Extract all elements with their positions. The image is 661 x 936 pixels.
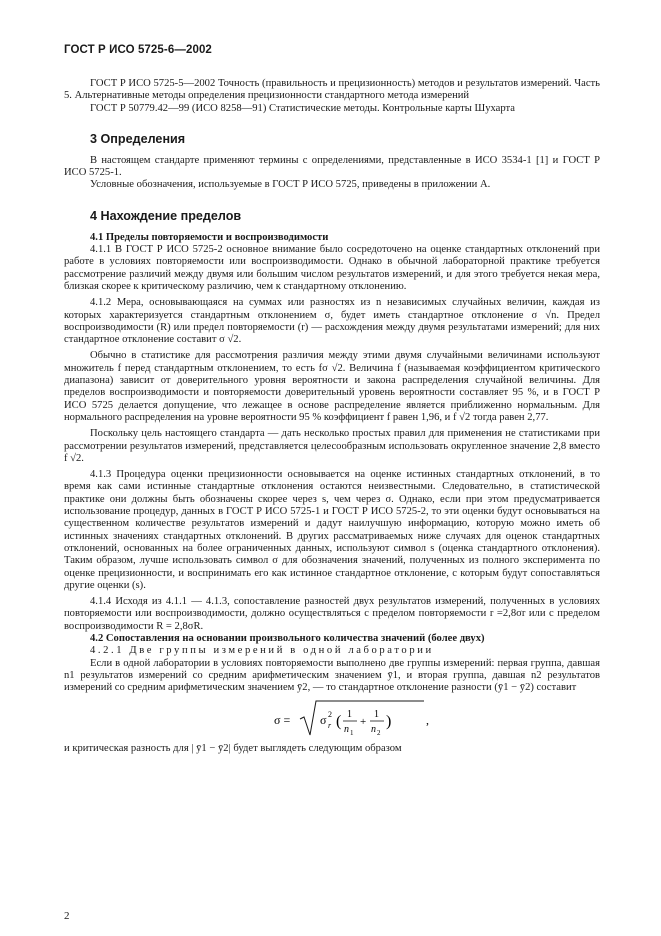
- svg-text:+: +: [360, 716, 367, 729]
- svg-text:,: ,: [426, 713, 429, 728]
- svg-text:1: 1: [374, 709, 379, 721]
- svg-text:(: (: [336, 713, 342, 731]
- document-header: ГОСТ Р ИСО 5725-6—2002: [64, 44, 212, 56]
- section-3-heading: 3 Определения: [90, 131, 186, 146]
- subsection-4-2-heading: 4.2 Сопоставления на основании произвольного количества значений (более двух): [90, 632, 485, 644]
- svg-text:r: r: [328, 721, 332, 731]
- svg-text:n: n: [371, 724, 376, 736]
- svg-text:): ): [386, 713, 392, 731]
- formula-graphic: [274, 697, 444, 741]
- paragraph-4-2-1: Если в одной лаборатории в условиях повторяемости выполнено две группы измерений: первая группа, давшая n1 результатов измерений со средним арифметическим значением ȳ1, и вторая группа, давшая n2 результатов измерений со средним арифметическим значением ȳ2, — то стандартное отклонение разности (ȳ1 − ȳ2) составит: [64, 657, 600, 694]
- svg-text:σ =: σ =: [274, 713, 291, 728]
- svg-text:σ: σ: [320, 713, 327, 728]
- svg-text:2: 2: [377, 729, 381, 738]
- reference-item: ГОСТ Р ИСО 5725-5—2002 Точность (правильность и прецизионность) методов и результатов измерений. Часть 5. Альтернативные методы определения прецизионности стандартного метода измерений: [64, 78, 600, 102]
- section-4-heading: 4 Нахождение пределов: [90, 208, 242, 223]
- subsection-4-2-1-heading: 4.2.1 Две группы измерений в одной лаборатории: [90, 645, 434, 657]
- paragraph: Поскольку цель настоящего стандарта — дать несколько простых правил для применения не статистиками при рассмотрении результатов измерений, представляется целесообразным использовать округленное значение 2,8 вместо f √2.: [64, 428, 600, 464]
- document-body: [64, 78, 600, 756]
- svg-text:1: 1: [350, 729, 354, 738]
- paragraph: Обычно в статистике для рассмотрения различия между этими двумя случайными величинами используют множитель f перед стандартным отклонением, то есть fσ √2. Величина f (называемая коэффициентом критического диапазона) зависит от доверительного уровня вероятности и закона распределения случайной величины. Для пределов воспроизводимости и повторяемости доверительный уровень вероятности составляет 95 %, и в ГОСТ Р ИСО 5725 делается допущение, что лежащее в основе распределение является приближенно нормальным. Для нормального распределения на уровне вероятности 95 % коэффициент f равен 1,96, и f √2 тогда равен 2,77.: [64, 350, 600, 423]
- svg-text:2: 2: [328, 710, 332, 720]
- subsection-4-1-heading: 4.1 Пределы повторяемости и воспроизводимости: [90, 231, 329, 243]
- page-number: 2: [64, 910, 70, 922]
- svg-text:1: 1: [347, 709, 352, 721]
- paragraph: и критическая разность для | ȳ1 − ȳ2| будет выглядеть следующим образом: [64, 743, 402, 755]
- paragraph-4-1-1: 4.1.1 В ГОСТ Р ИСО 5725-2 основное внимание было сосредоточено на оценке стандартных отклонений при работе в условиях повторяемости или воспроизводимости. Однако в обычной лабораторной практике требуется рассмотрение различий между двумя или большим числом результатов измерений, и для этого требуется некая мера, близкая скорее к критическому различию, чем к стандартному отклонению.: [64, 244, 600, 292]
- paragraph: Условные обозначения, используемые в ГОСТ Р ИСО 5725, приведены в приложении А.: [90, 179, 491, 191]
- formula-text: [64, 697, 65, 698]
- formula-sigma: [64, 697, 600, 741]
- paragraph-4-1-4: 4.1.4 Исходя из 4.1.1 — 4.1.3, сопоставление разностей двух результатов измерений, полученных в условиях повторяемости или воспроизводимости, должно осуществляться с пределом повторяемости r =2,8σr или с пределом воспроизводимости R = 2,8σR.: [64, 596, 600, 632]
- paragraph-4-1-3: 4.1.3 Процедура оценки прецизионности основывается на оценке истинных стандартных отклонений, в то время как сами истинные стандартные отклонения остаются неизвестными. Следовательно, в статистической практике они должны быть обозначены скорее через s, чем через σ. Однако, если при этом предусматривается использование процедур, данных в ГОСТ Р ИСО 5725-1 и ГОСТ Р ИСО 5725-2, то эти оценки будут основываться на существенном количестве результатов измерений и дадут наилучшую информацию, которую можно иметь об истинных значениях стандартных отклонений. В других рассматриваемых ниже случаях для оценок стандартных отклонений, основанных на более ограниченных данных, используют символ s (оценка стандартного отклонения). Таким образом, лучше использовать символ σ для обозначения значений, полученных из полного эксперимента по оценке прецизионности, и воспринимать его как истинное стандартное отклонение, с которым будут сопоставляться другие оценки (s).: [64, 469, 600, 591]
- svg-text:n: n: [344, 724, 349, 736]
- paragraph: В настоящем стандарте применяют термины с определениями, представленные в ИСО 3534-1 [1] и ГОСТ Р ИСО 5725-1.: [64, 154, 600, 179]
- reference-item: ГОСТ Р 50779.42—99 (ИСО 8258—91) Статистические методы. Контрольные карты Шухарта: [90, 102, 515, 114]
- paragraph-4-1-2: 4.1.2 Мера, основывающаяся на суммах или разностях из n независимых случайных величин, каждая из которых характеризуется стандартным отклонением σ, будет иметь стандартное отклонение σ √n. Предел воспроизводимости (R) или предел повторяемости (r) — расхождения между двумя результатами измерений; для них стандартное отклонение составит σ √2.: [64, 297, 600, 346]
